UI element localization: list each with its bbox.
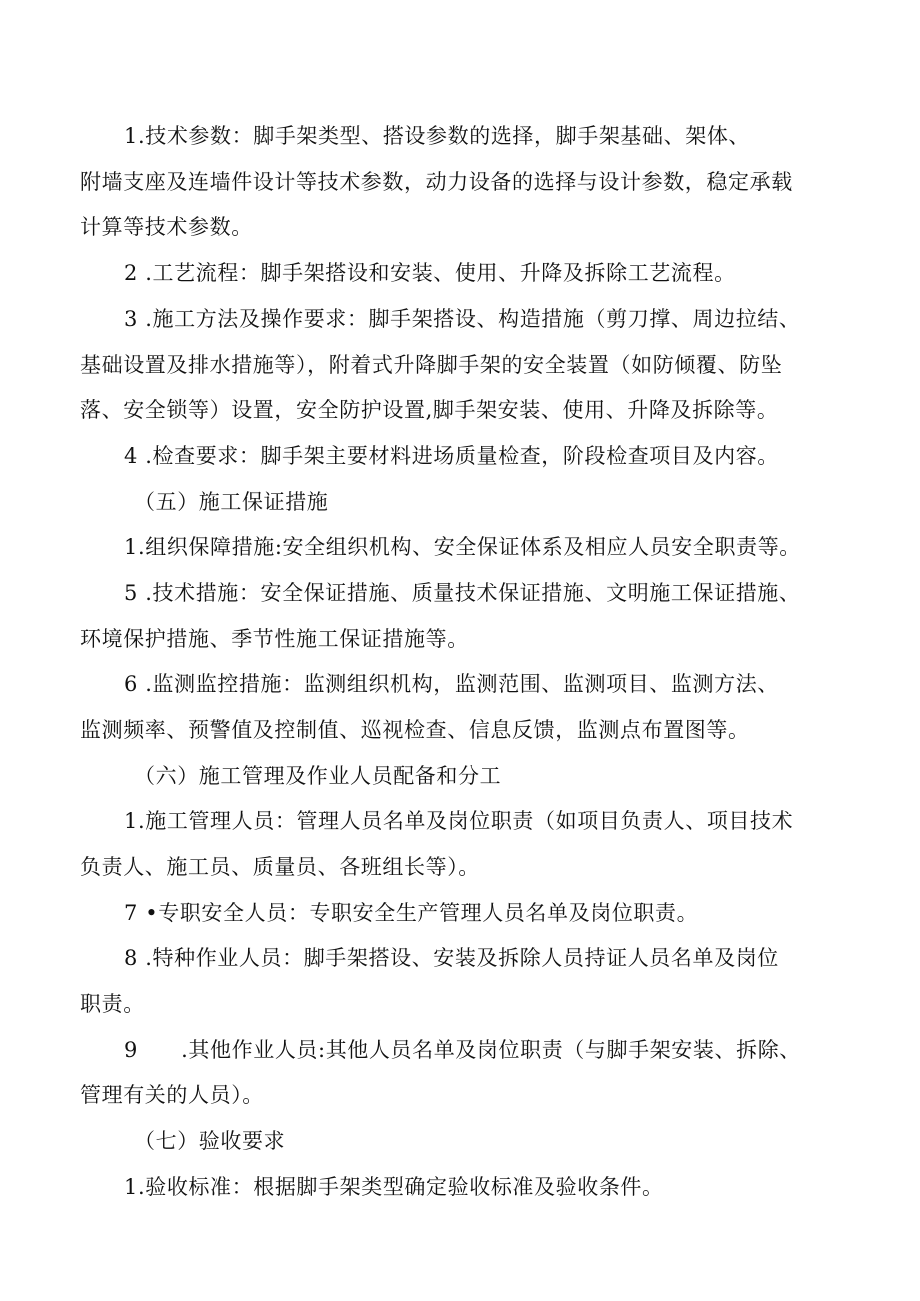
- paragraph-line: 落、安全锁等）设置，安全防护设置,脚手架安装、使用、升降及拆除等。: [80, 398, 779, 422]
- section-heading: （六）施工管理及作业人员配备和分工: [134, 764, 502, 788]
- section-heading: （七）验收要求: [134, 1129, 286, 1153]
- paragraph-line: 2 .工艺流程：脚手架搭设和安装、使用、升降及拆除工艺流程。: [124, 261, 736, 285]
- paragraph-line: 9 .其他作业人员:其他人员名单及岗位职责（与脚手架安装、拆除、: [124, 1038, 801, 1062]
- paragraph-line: 1.组织保障措施:安全组织机构、安全保证体系及相应人员安全职责等。: [124, 535, 801, 559]
- paragraph-line: 1.验收标准：根据脚手架类型确定验收标准及验收条件。: [124, 1175, 664, 1199]
- paragraph-line: 环境保护措施、季节性施工保证措施等。: [80, 627, 469, 651]
- paragraph-line: 8 .特种作业人员：脚手架搭设、安装及拆除人员持证人员名单及岗位: [124, 946, 779, 970]
- paragraph-line: 管理有关的人员）。: [80, 1083, 264, 1107]
- paragraph-line: 3 .施工方法及操作要求：脚手架搭设、构造措施（剪刀撑、周边拉结、: [124, 307, 801, 331]
- section-heading: （五）施工保证措施: [134, 490, 329, 514]
- paragraph-line: 5 .技术措施：安全保证措施、质量技术保证措施、文明施工保证措施、: [124, 581, 801, 605]
- paragraph-line: 职责。: [80, 992, 145, 1016]
- paragraph-line: 4 .检查要求：脚手架主要材料进场质量检查，阶段检查项目及内容。: [124, 444, 779, 468]
- paragraph-line: 7 •专职安全人员：专职安全生产管理人员名单及岗位职责。: [124, 901, 699, 925]
- paragraph-line: 计算等技术参数。: [80, 215, 253, 239]
- paragraph-line: 负责人、施工员、质量员、各班组长等）。: [80, 855, 480, 879]
- paragraph-line: 监测频率、预警值及控制值、巡视检查、信息反馈，监测点布置图等。: [80, 718, 750, 742]
- paragraph-line: 基础设置及排水措施等），附着式升降脚手架的安全装置（如防倾覆、防坠: [80, 353, 783, 377]
- paragraph-line: 附墙支座及连墙件设计等技术参数，动力设备的选择与设计参数，稳定承载: [80, 170, 793, 194]
- paragraph-line: 6 .监测监控措施：监测组织机构，监测范围、监测项目、监测方法、: [124, 672, 779, 696]
- paragraph-line: 1.技术参数：脚手架类型、搭设参数的选择，脚手架基础、架体、: [124, 124, 751, 148]
- paragraph-line: 1.施工管理人员：管理人员名单及岗位职责（如项目负责人、项目技术: [124, 809, 794, 833]
